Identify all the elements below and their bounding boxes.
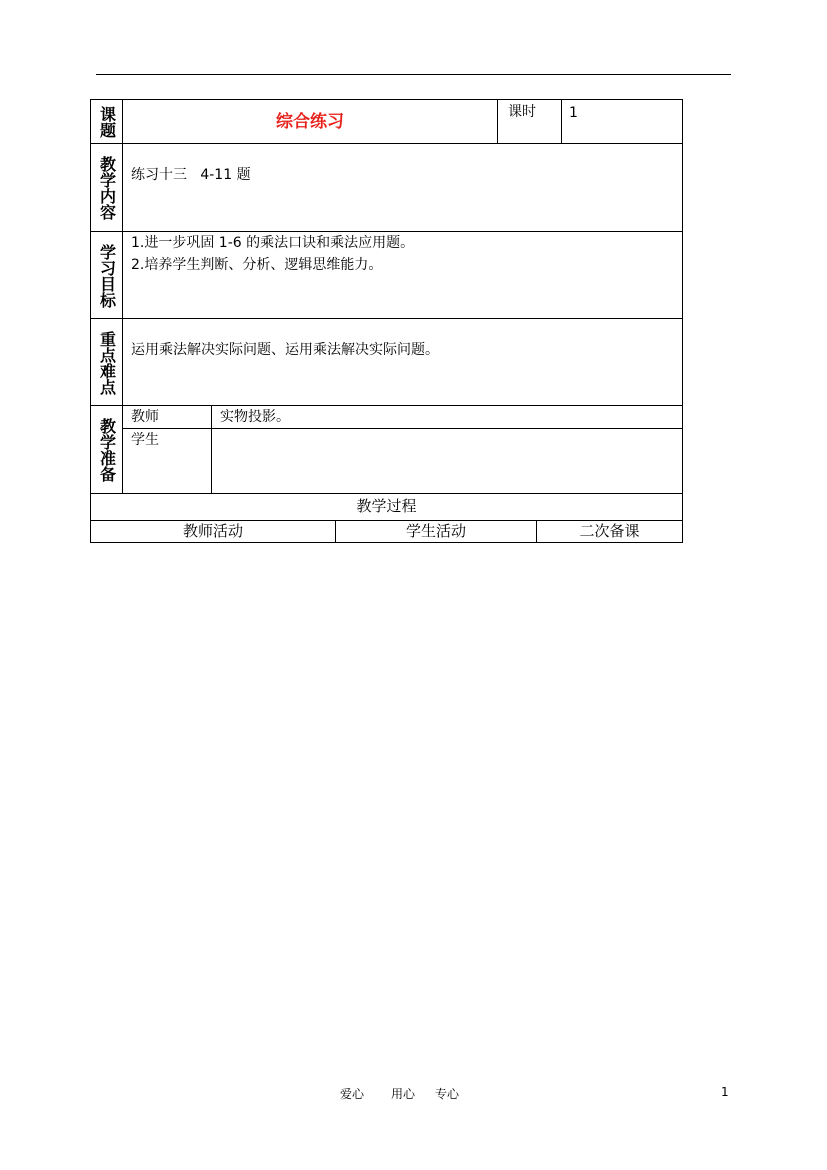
col-second-cell [536,520,683,543]
keypoints-text: 运用乘法解决实际问题、运用乘法解决实际问题。 [131,342,439,358]
process-header-cell [90,493,683,521]
keypoints-cell [122,318,683,406]
goals-label: 学习目标 [97,243,117,308]
topic-label-cell [90,99,123,144]
footer-motto-2: 用心 [391,1087,416,1101]
goal-item: 2.培养学生判断、分析、逻辑思维能力。 [131,257,383,273]
prep-label: 教学准备 [97,418,117,482]
process-header: 教学过程 [356,497,417,515]
prep-student-value-cell [211,428,683,494]
topic-title: 综合练习 [276,112,344,132]
col-second-prep: 二次备课 [579,522,640,540]
content-label: 教学内容 [97,156,117,220]
col-teacher-cell [90,520,336,543]
footer-motto-3: 专心 [435,1087,460,1101]
goals-label-cell [90,231,123,319]
topic-title-cell [122,99,498,144]
period-label-cell [497,99,562,144]
footer-motto-1: 爱心 [340,1087,365,1101]
prep-label-cell [90,405,123,494]
goal-item: 1.进一步巩固 1-6 的乘法口诀和乘法应用题。 [131,235,415,251]
topic-label: 课题 [97,106,117,138]
lesson-plan-table [91,100,684,544]
prep-teacher-label-cell [122,405,212,429]
prep-student-value [212,429,682,431]
col-student-activity: 学生活动 [405,522,466,540]
col-student-cell [335,520,537,543]
prep-student-label-cell [122,428,212,494]
prep-student-label: 学生 [131,432,159,448]
goals-cell [122,231,683,319]
prep-teacher-value-cell [211,405,683,429]
page-number: 1 [721,1085,729,1099]
keypoints-label-cell [90,318,123,406]
period-value: 1 [569,105,578,121]
period-value-cell [561,99,683,144]
col-teacher-activity: 教师活动 [182,522,243,540]
header-rule [96,74,731,75]
period-label: 课时 [508,104,536,120]
prep-teacher-label: 教师 [131,409,159,425]
content-label-cell [90,143,123,232]
prep-teacher-value: 实物投影。 [220,409,290,425]
content-text: 练习十三 4-11 题 [131,167,251,183]
content-cell [122,143,683,232]
keypoints-label: 重点难点 [97,330,117,395]
